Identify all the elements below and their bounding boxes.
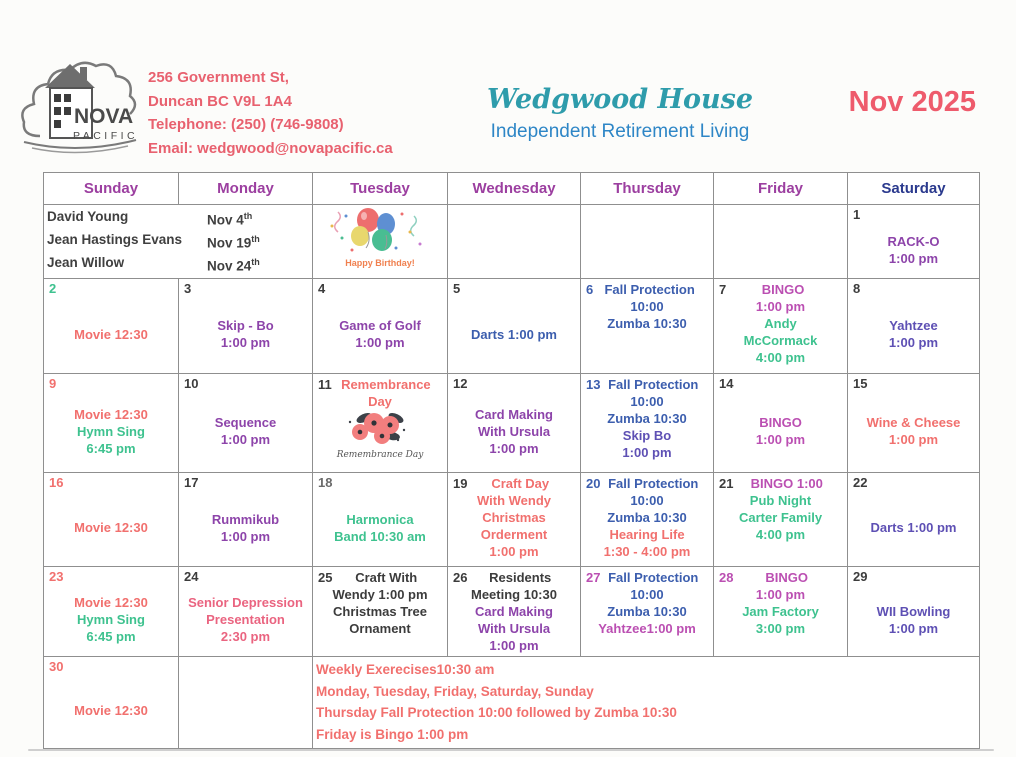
event-text: Andy: [764, 316, 797, 331]
event-text: WII Bowling: [876, 603, 951, 619]
balloons-cell: [313, 205, 448, 279]
nova-pacific-logo: [16, 52, 146, 158]
event-text: 10:00: [630, 587, 664, 602]
day-number: 20: [586, 476, 601, 491]
birthday-name: Jean Hastings Evans: [47, 232, 183, 247]
event-text: Fall Protection: [608, 377, 699, 392]
event-text: Harmonica: [346, 511, 414, 527]
empty-cell: [179, 657, 313, 749]
calendar-week-row: [44, 279, 980, 374]
event-text: Band 10:30 am: [334, 528, 426, 544]
event-text: Wendy 1:00 pm: [332, 587, 428, 602]
day-number: 3: [184, 281, 192, 296]
calendar-cell-day-2: [44, 279, 179, 374]
facility-subtitle: Independent Retirement Living: [490, 121, 750, 142]
event-text: BINGO: [761, 282, 805, 297]
event-text: McCormack: [743, 333, 818, 348]
event-text: Skip Bo: [622, 428, 672, 443]
event-text: Christmas Tree: [333, 604, 427, 619]
day-number: 19: [453, 476, 468, 491]
calendar-cell-day-23: [44, 567, 179, 657]
day-header-saturday: Saturday: [848, 173, 980, 205]
day-number: 2: [49, 281, 57, 296]
event-text: Remembrance: [341, 377, 431, 392]
calendar-cell-day-3: [179, 279, 313, 374]
event-text: 1:00 pm: [755, 587, 806, 602]
day-number: 14: [719, 376, 734, 391]
event-text: With Ursula: [477, 621, 551, 636]
calendar-cell-day-14: [714, 374, 848, 473]
day-number: 12: [453, 376, 468, 391]
event-text: Senior Depression: [188, 595, 303, 610]
calendar-cell-day-19: [448, 473, 581, 567]
calendar-cell-day-10: [179, 374, 313, 473]
calendar-week-row: [44, 473, 980, 567]
calendar-cell-day-29: [848, 567, 980, 657]
event-text: Ornament: [349, 621, 411, 636]
event-text: With Wendy: [476, 493, 552, 508]
day-number: 28: [719, 570, 734, 585]
event-text: Movie 12:30: [74, 703, 148, 718]
weekly-note-line: Thursday Fall Protection 10:00 followed by Zumba 10:30: [316, 705, 677, 720]
day-number: 4: [318, 281, 326, 296]
event-text: Darts 1:00 pm: [471, 326, 557, 342]
empty-cell: [714, 205, 848, 279]
event-text: Jam Factory: [742, 604, 819, 619]
happy-birthday-balloons-image: [316, 207, 444, 268]
calendar-cell-day-11: [313, 374, 448, 473]
event-text: Craft With: [355, 570, 418, 585]
event-text: Skip - Bo: [217, 318, 274, 333]
event-text: 1:00 pm: [755, 432, 806, 447]
event-text: Presentation: [206, 612, 285, 627]
calendar-cell-day-22: [848, 473, 980, 567]
calendar-cell-day-26: [448, 567, 581, 657]
day-number: 27: [586, 570, 601, 585]
calendar-cell-day-15: [848, 374, 980, 473]
day-number: 30: [49, 659, 64, 674]
calendar-cell-day-17: [179, 473, 313, 567]
day-number: 16: [49, 475, 64, 490]
calendar-cell-day-24: [179, 567, 313, 657]
event-text: 4:00 pm: [755, 350, 806, 365]
event-text: Residents: [489, 570, 552, 585]
day-header-tuesday: Tuesday: [313, 173, 448, 205]
calendar-cell-day-30: [44, 657, 179, 749]
calendar-cell-day-18: [313, 473, 448, 567]
birthday-entry: [47, 207, 309, 230]
birthday-name: David Young: [47, 209, 129, 224]
event-text: Darts 1:00 pm: [870, 520, 957, 535]
day-header-row: [44, 173, 980, 205]
event-text: RACK-O: [887, 233, 940, 249]
event-text: Sequence: [214, 415, 277, 430]
birthday-date: Nov 19th: [207, 234, 260, 251]
day-number: 11: [318, 377, 332, 392]
event-text: 1:00 pm: [755, 299, 806, 314]
house-cloud-logo-icon: [16, 52, 146, 158]
calendar-cell-day-13: [581, 374, 714, 473]
birthday-week-row: [44, 205, 980, 279]
day-number: 9: [49, 376, 57, 391]
event-text: 1:00 pm: [489, 544, 539, 559]
contact-email: Email: wedgwood@novapacific.ca: [148, 139, 393, 157]
calendar-cell-day-25: [313, 567, 448, 657]
event-text: 3:00 pm: [755, 621, 806, 636]
remembrance-day-poppies-image: [316, 408, 444, 460]
remembrance-day-script-caption: Remembrance Day: [336, 450, 424, 460]
calendar-cell-day-12: [448, 374, 581, 473]
day-header-thursday: Thursday: [581, 173, 714, 205]
facility-name: Wedgwood House: [486, 84, 754, 115]
event-text: Zumba 10:30: [607, 510, 687, 525]
birthday-date: Nov 24th: [207, 257, 260, 274]
event-text: Zumba 10:30: [607, 604, 687, 619]
event-text: Meeting 10:30: [471, 587, 557, 602]
calendar-week-row: [44, 657, 980, 749]
logo-text-nova: NOVA: [74, 105, 134, 128]
day-header-wednesday: Wednesday: [448, 173, 581, 205]
day-number: 17: [184, 475, 199, 490]
day-header-monday: Monday: [179, 173, 313, 205]
calendar-cell-day-7: [714, 279, 848, 374]
weekly-note-line: Friday is Bingo 1:00 pm: [316, 726, 469, 742]
weekly-notes-cell: [313, 657, 980, 749]
event-text: 6:45 pm: [86, 629, 136, 644]
event-text: Movie 12:30: [74, 406, 148, 422]
logo-text-pacific: PACIFIC: [73, 130, 139, 142]
event-text: BINGO: [759, 415, 802, 430]
event-text: BINGO 1:00: [750, 476, 823, 491]
event-text: Game of Golf: [339, 318, 421, 333]
calendar-cell-day-20: [581, 473, 714, 567]
day-number: 23: [49, 569, 64, 584]
calendar-cell-day-1: [848, 205, 980, 279]
event-text: Fall Protection: [604, 282, 695, 297]
day-number: 7: [719, 282, 727, 297]
day-number: 5: [453, 281, 461, 296]
calendar-week-row: [44, 374, 980, 473]
day-number: 13: [586, 377, 601, 392]
contact-telephone: Telephone: (250) (746-9808): [148, 116, 344, 133]
event-text: Christmas: [482, 510, 546, 525]
day-number: 6: [586, 282, 594, 297]
event-text: 1:00 pm: [489, 638, 539, 653]
event-text: Movie 12:30: [74, 520, 148, 535]
event-text: Yahtzee1:00 pm: [598, 621, 696, 636]
event-text: 1:00 pm: [220, 432, 271, 447]
calendar-cell-day-28: [714, 567, 848, 657]
event-text: 1:00 pm: [888, 620, 939, 636]
birthday-date: Nov 4th: [207, 211, 253, 228]
event-text: With Ursula: [477, 423, 551, 439]
day-number: 1: [853, 207, 861, 222]
calendar-week-row: [44, 567, 980, 657]
event-text: Rummikub: [211, 511, 280, 527]
event-text: 10:00: [630, 299, 664, 314]
event-text: 1:00 pm: [888, 432, 939, 447]
event-text: 1:30 - 4:00 pm: [603, 544, 691, 559]
day-header-sunday: Sunday: [44, 173, 179, 205]
weekly-note-line: Monday, Tuesday, Friday, Saturday, Sunday: [316, 683, 594, 699]
event-text: Card Making: [474, 604, 553, 619]
event-text: Carter Family: [738, 510, 823, 525]
event-text: 1:00 pm: [489, 440, 539, 456]
event-text: Pub Night: [749, 493, 812, 508]
calendar-table: [43, 172, 980, 749]
birthday-entry: [47, 230, 309, 253]
event-text: 4:00 pm: [755, 527, 806, 542]
day-number: 22: [853, 475, 868, 490]
calendar-cell-day-5: [448, 279, 581, 374]
event-text: Fall Protection: [608, 570, 699, 585]
contact-address-line1: 256 Government St,: [148, 69, 289, 86]
day-number: 10: [184, 376, 199, 391]
day-header-friday: Friday: [714, 173, 848, 205]
calendar-cell-day-4: [313, 279, 448, 374]
birthday-entry: [47, 253, 309, 276]
day-number: 24: [184, 569, 199, 584]
event-text: Hymn Sing: [77, 423, 145, 439]
event-text: Fall Protection: [608, 476, 699, 491]
day-number: 18: [318, 475, 333, 490]
birthday-list-cell: [44, 205, 313, 279]
scan-artifact-line: [28, 749, 994, 751]
event-text: 1:00 pm: [622, 445, 672, 460]
contact-address-line2: Duncan BC V9L 1A4: [148, 92, 292, 110]
event-text: Card Making: [474, 406, 553, 422]
event-text: Craft Day: [491, 476, 550, 491]
event-text: 2:30 pm: [220, 629, 271, 644]
event-text: Orderment: [480, 527, 548, 542]
event-text: Hymn Sing: [77, 612, 145, 627]
empty-cell: [581, 205, 714, 279]
event-text: 10:00: [630, 493, 664, 508]
event-text: Zumba 10:30: [607, 316, 687, 331]
event-text: 10:00: [630, 394, 664, 409]
title-block: [430, 84, 810, 143]
contact-info: [148, 66, 393, 160]
day-number: 21: [719, 476, 734, 491]
event-text: 1:00 pm: [888, 335, 939, 350]
calendar-cell-day-27: [581, 567, 714, 657]
event-text: 6:45 pm: [86, 440, 136, 456]
event-text: Movie 12:30: [74, 326, 148, 342]
event-text: Hearing Life: [609, 527, 685, 542]
event-text: 1:00 pm: [888, 250, 939, 266]
happy-birthday-caption: Happy Birthday!: [345, 258, 415, 268]
day-number: 8: [853, 281, 861, 296]
event-text: Wine & Cheese: [866, 415, 961, 430]
day-number: 29: [853, 569, 868, 584]
event-text: BINGO: [765, 570, 809, 585]
month-title: Nov 2025: [848, 86, 976, 118]
birthday-name: Jean Willow: [47, 255, 125, 270]
calendar-cell-day-9: [44, 374, 179, 473]
event-text: 1:00 pm: [220, 528, 271, 544]
event-text: Movie 12:30: [74, 595, 148, 610]
calendar-cell-day-21: [714, 473, 848, 567]
day-number: 25: [318, 570, 333, 585]
event-text: 1:00 pm: [220, 335, 271, 350]
calendar-cell-day-8: [848, 279, 980, 374]
weekly-note-line: Weekly Exerecises10:30 am: [316, 662, 495, 677]
calendar-cell-day-16: [44, 473, 179, 567]
event-text: Zumba 10:30: [607, 411, 687, 426]
empty-cell: [448, 205, 581, 279]
day-number: 15: [853, 376, 868, 391]
day-number: 26: [453, 570, 468, 585]
calendar-cell-day-6: [581, 279, 714, 374]
event-text: 1:00 pm: [355, 335, 405, 350]
event-text: Yahtzee: [889, 318, 938, 333]
event-text: Day: [368, 394, 392, 409]
